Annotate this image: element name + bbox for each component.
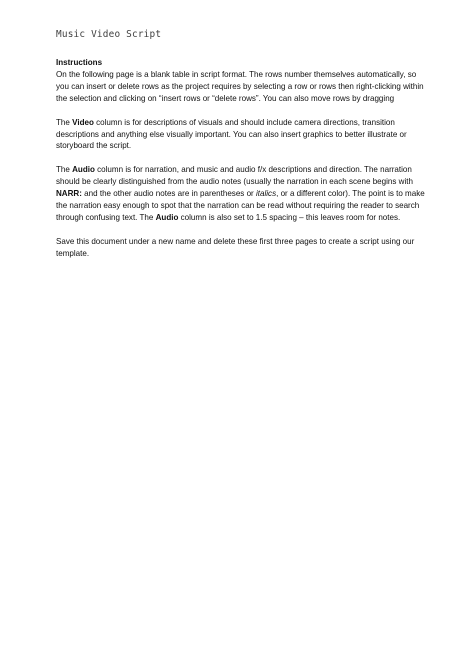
text-run: , or a different color). The point is to make the narration easy enough to spot that the narration can be read without requiring the reader to search through confusing text. The	[56, 189, 425, 222]
text-run: column is for narration, and music and audio f/x descriptions and direction. The narration should be clearly distinguished from the audio notes (usually the narration in each scene begins with	[56, 165, 413, 187]
audio-keyword-2: Audio	[155, 212, 179, 222]
text-run: The	[56, 165, 73, 175]
text-run: The	[56, 117, 73, 127]
video-keyword: Video	[72, 117, 94, 127]
italics-word: italics	[255, 189, 277, 199]
text-run: and the other audio notes are in parentheses or	[81, 189, 256, 199]
page-header-title: Music Video Script	[56, 29, 162, 40]
audio-keyword: Audio	[72, 165, 95, 175]
text-run: column is also set to 1.5 spacing – this leaves room for notes.	[178, 212, 401, 222]
instructions-paragraph-rows: On the following page is a blank table in script format. The rows number themselves automatically, so you can insert or delete rows as the project requires by selecting a row or rows then right-clicking within the selection and clicking on “insert rows or “delete rows”. You can also move rows by dragging	[56, 69, 424, 103]
narr-keyword: NARR:	[56, 189, 82, 199]
instructions-paragraph-save: Save this document under a new name and delete these first three pages to create a script using our template.	[56, 236, 415, 258]
instructions-heading: Instructions	[56, 58, 103, 67]
text-run: column is for descriptions of visuals and should include camera directions, transition descriptions and anything else visually important. You can also insert graphics to better illustrate or storyboard the script.	[56, 117, 407, 151]
instructions-paragraph-audio	[56, 164, 428, 224]
instructions-paragraph-video	[56, 117, 428, 153]
instructions-section	[56, 57, 428, 272]
